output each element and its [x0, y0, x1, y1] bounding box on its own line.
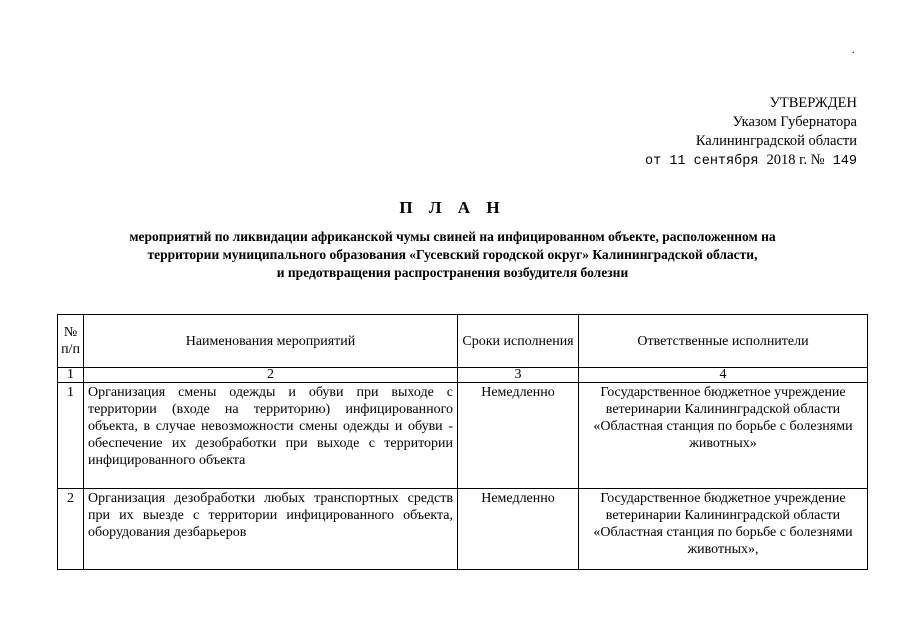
row-resp: Государственное бюджетное учреждение ветеринарии Калининградской области «Областная станция по борьбе с болезнями животных» — [579, 383, 868, 489]
row-name-text: Организация смены одежды и обуви при выходе с территории (входе на территорию) инфицированного объекта, в случае невозможности смены одежды и обуви - обеспечение их дезобработки при выходе с территории инфицированного объекта — [88, 385, 453, 468]
row-name — [84, 489, 458, 570]
approval-stamp — [645, 94, 857, 171]
approval-heading: УТВЕРЖДЕН — [769, 95, 857, 111]
table-row — [58, 489, 868, 570]
table-row — [58, 383, 868, 489]
column-number-row — [58, 368, 868, 383]
approval-year: 2018 г. № — [766, 152, 825, 168]
approval-number: 149 — [832, 154, 857, 169]
header-term: Сроки исполнения — [458, 315, 579, 368]
approval-region: Калининградской области — [695, 133, 857, 149]
row-name — [84, 383, 458, 489]
plan-table — [57, 314, 868, 570]
header-resp: Ответственные исполнители — [579, 315, 868, 368]
column-number: 4 — [579, 368, 868, 383]
row-term: Немедленно — [458, 489, 579, 570]
column-number: 2 — [84, 368, 458, 383]
scan-speck: · — [851, 48, 855, 59]
table-header-row — [58, 315, 868, 368]
approval-date-line — [645, 151, 857, 171]
row-resp: Государственное бюджетное учреждение ветеринарии Калининградской области «Областная станция по борьбе с болезнями животных», — [579, 489, 868, 570]
column-number: 3 — [458, 368, 579, 383]
header-name: Наименования мероприятий — [84, 315, 458, 368]
row-term: Немедленно — [458, 383, 579, 489]
row-num: 2 — [58, 489, 84, 570]
document-subtitle — [60, 228, 845, 282]
approval-date: от 11 сентября — [645, 154, 759, 169]
row-name-text: Организация дезобработки любых транспортных средств при их выезде с территории инфицированного объекта, оборудования дезбарьеров — [88, 491, 453, 540]
header-num: № п/п — [58, 315, 84, 368]
column-number: 1 — [58, 368, 84, 383]
document-title: П Л А Н — [399, 198, 506, 217]
row-num: 1 — [58, 383, 84, 489]
approval-decree: Указом Губернатора — [732, 114, 857, 130]
subtitle-line-3: и предотвращения распространения возбудителя болезни — [276, 265, 629, 280]
subtitle-line-2: территории муниципального образования «Гусевский городской округ» Калининградской области, — [147, 247, 758, 262]
subtitle-line-1: мероприятий по ликвидации африканской чумы свиней на инфицированном объекте, расположенном на — [129, 229, 776, 244]
